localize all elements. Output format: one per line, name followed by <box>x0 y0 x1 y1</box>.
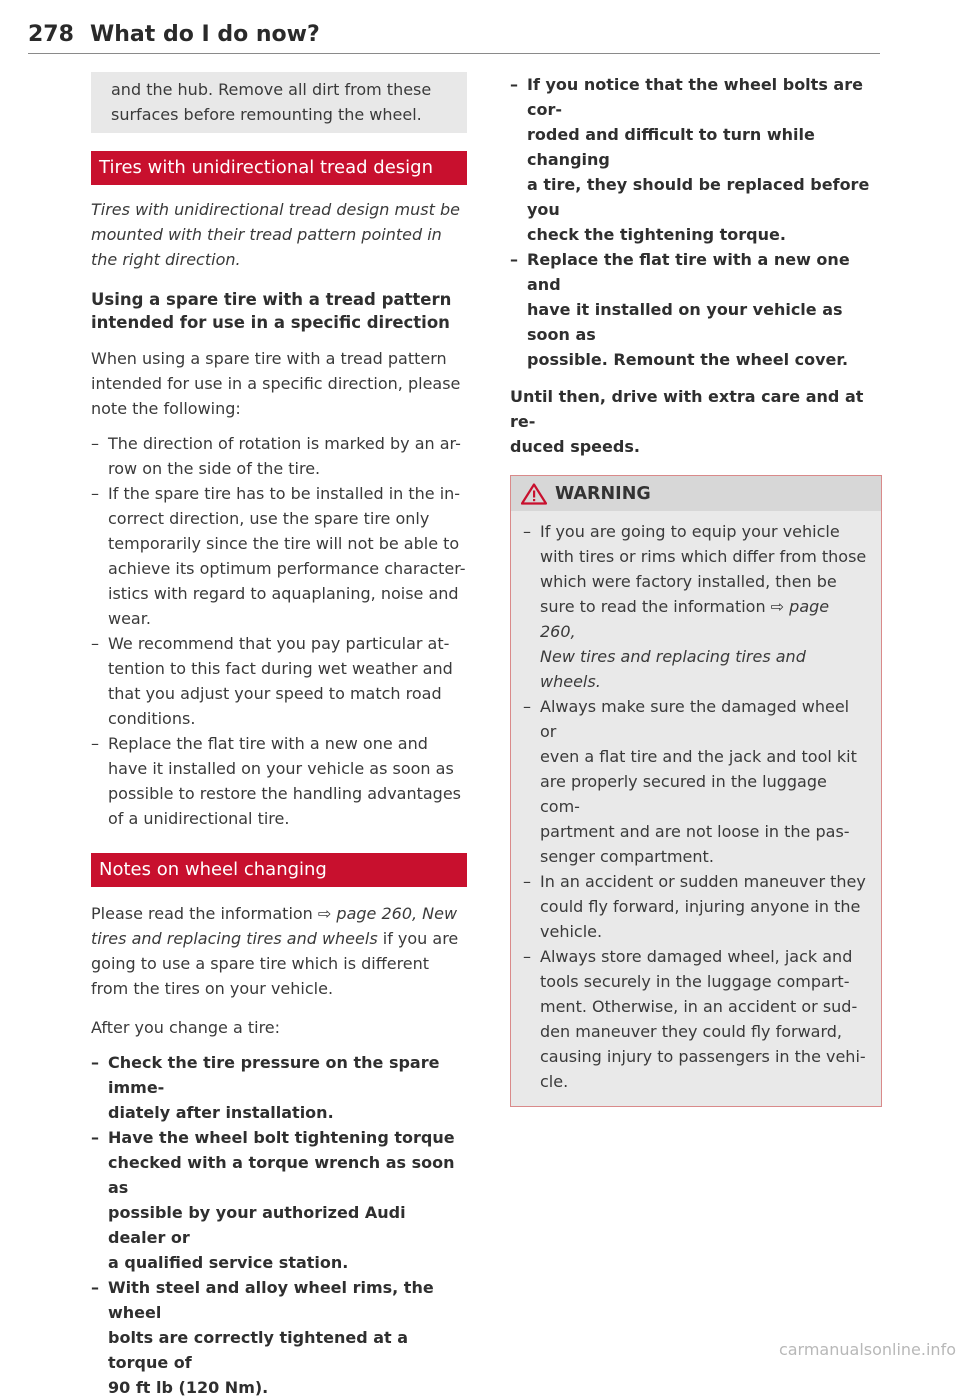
wheel-changing-paragraph: Please read the information ⇨ page 260, New tires and replacing tires and wheels if you are going to use a spare tire which is different from the tires on your vehicle. <box>91 904 459 998</box>
subheading-spare-tire: Using a spare tire with a tread pattern intended for use in a specific direction <box>91 290 452 332</box>
unidirectional-intro: Tires with unidirectional tread design must be mounted with their tread pattern pointed in the right direction. <box>91 200 460 269</box>
intro-line: surfaces before remounting the wheel. <box>111 105 422 124</box>
list-item: – With steel and alloy wheel rims, the wheel bolts are correctly tightened at a torque of 90 ft lb (120 Nm). <box>91 1275 467 1400</box>
list-item: – If you notice that the wheel bolts are cor- roded and difficult to turn while changing a tire, they should be replaced before you check the tightening torque. <box>510 72 882 247</box>
warning-header <box>511 476 881 511</box>
spare-tire-paragraph: When using a spare tire with a tread pattern intended for use in a specific direction, please note the following: <box>91 349 461 418</box>
list-item: – Always make sure the damaged wheel or even a flat tire and the jack and tool kit are properly secured in the luggage com- partment and are not loose in the pas- senger compartment. <box>523 694 869 869</box>
list-item: – In an accident or sudden maneuver they could fly forward, injuring anyone in the vehicle. <box>523 869 869 944</box>
watermark: carmanualsonline.info <box>778 1340 956 1359</box>
section-heading-unidirectional: Tires with unidirectional tread design <box>91 151 467 185</box>
running-title: What do I do now? <box>90 22 320 47</box>
cross-ref-link[interactable]: tires and replacing tires and wheels <box>91 929 378 948</box>
list-item: – Check the tire pressure on the spare imme- diately after installation. <box>91 1050 467 1125</box>
spare-tire-list <box>91 431 467 831</box>
until-note: Until then, drive with extra care and at re- duced speeds. <box>510 387 864 456</box>
list-item: – The direction of rotation is marked by an ar- row on the side of the tire. <box>91 431 467 481</box>
right-column <box>510 72 882 1107</box>
after-change-list <box>91 1050 467 1400</box>
intro-line: and the hub. Remove all dirt from these <box>111 80 432 99</box>
list-item: – Replace the flat tire with a new one and have it installed on your vehicle as soon as possible to restore the handling advantages of a unidirectional tire. <box>91 731 467 831</box>
section-heading-wheel-changing: Notes on wheel changing <box>91 853 467 887</box>
intro-box <box>91 72 467 133</box>
list-item: – Always store damaged wheel, jack and tools securely in the luggage compart- ment. Otherwise, in an accident or sud- den maneuver they could fly forward, causing injury to passengers in the vehi- cle. <box>523 944 869 1094</box>
bolt-list <box>510 72 882 372</box>
warning-box <box>510 475 882 1107</box>
page-number: 278 <box>28 22 74 47</box>
cross-ref-link[interactable]: page 260, New <box>336 904 458 923</box>
page-header <box>28 20 880 54</box>
list-item: – We recommend that you pay particular at- tention to this fact during wet weather and that you adjust your speed to match road conditions. <box>91 631 467 731</box>
warning-body <box>511 511 881 1106</box>
list-item: – Replace the flat tire with a new one and have it installed on your vehicle as soon as possible. Remount the wheel cover. <box>510 247 882 372</box>
list-item: – Have the wheel bolt tightening torque checked with a torque wrench as soon as possible by your authorized Audi dealer or a qualified service station. <box>91 1125 467 1275</box>
cross-ref-link[interactable]: wheels. <box>540 672 601 691</box>
cross-ref-link[interactable]: New tires and replacing tires and <box>540 647 806 666</box>
list-item: – If the spare tire has to be installed in the in- correct direction, use the spare tire only temporarily since the tire will not be able to achieve its optimum performance character- istics with regard to aquaplaning, noise and wear. <box>91 481 467 631</box>
list-item: – If you are going to equip your vehicle with tires or rims which differ from those which were factory installed, then be sure to read the information ⇨ page 260, New tires and replacing tires and wheels. <box>523 519 869 694</box>
after-change-label: After you change a tire: <box>91 1018 281 1037</box>
cross-ref-arrow-icon: ⇨ <box>317 904 332 923</box>
warning-triangle-icon <box>521 483 547 505</box>
cross-ref-link[interactable]: page 260, <box>540 597 830 641</box>
warning-title: WARNING <box>555 484 651 504</box>
cross-ref-arrow-icon: ⇨ <box>770 597 785 616</box>
left-column <box>91 72 467 1400</box>
